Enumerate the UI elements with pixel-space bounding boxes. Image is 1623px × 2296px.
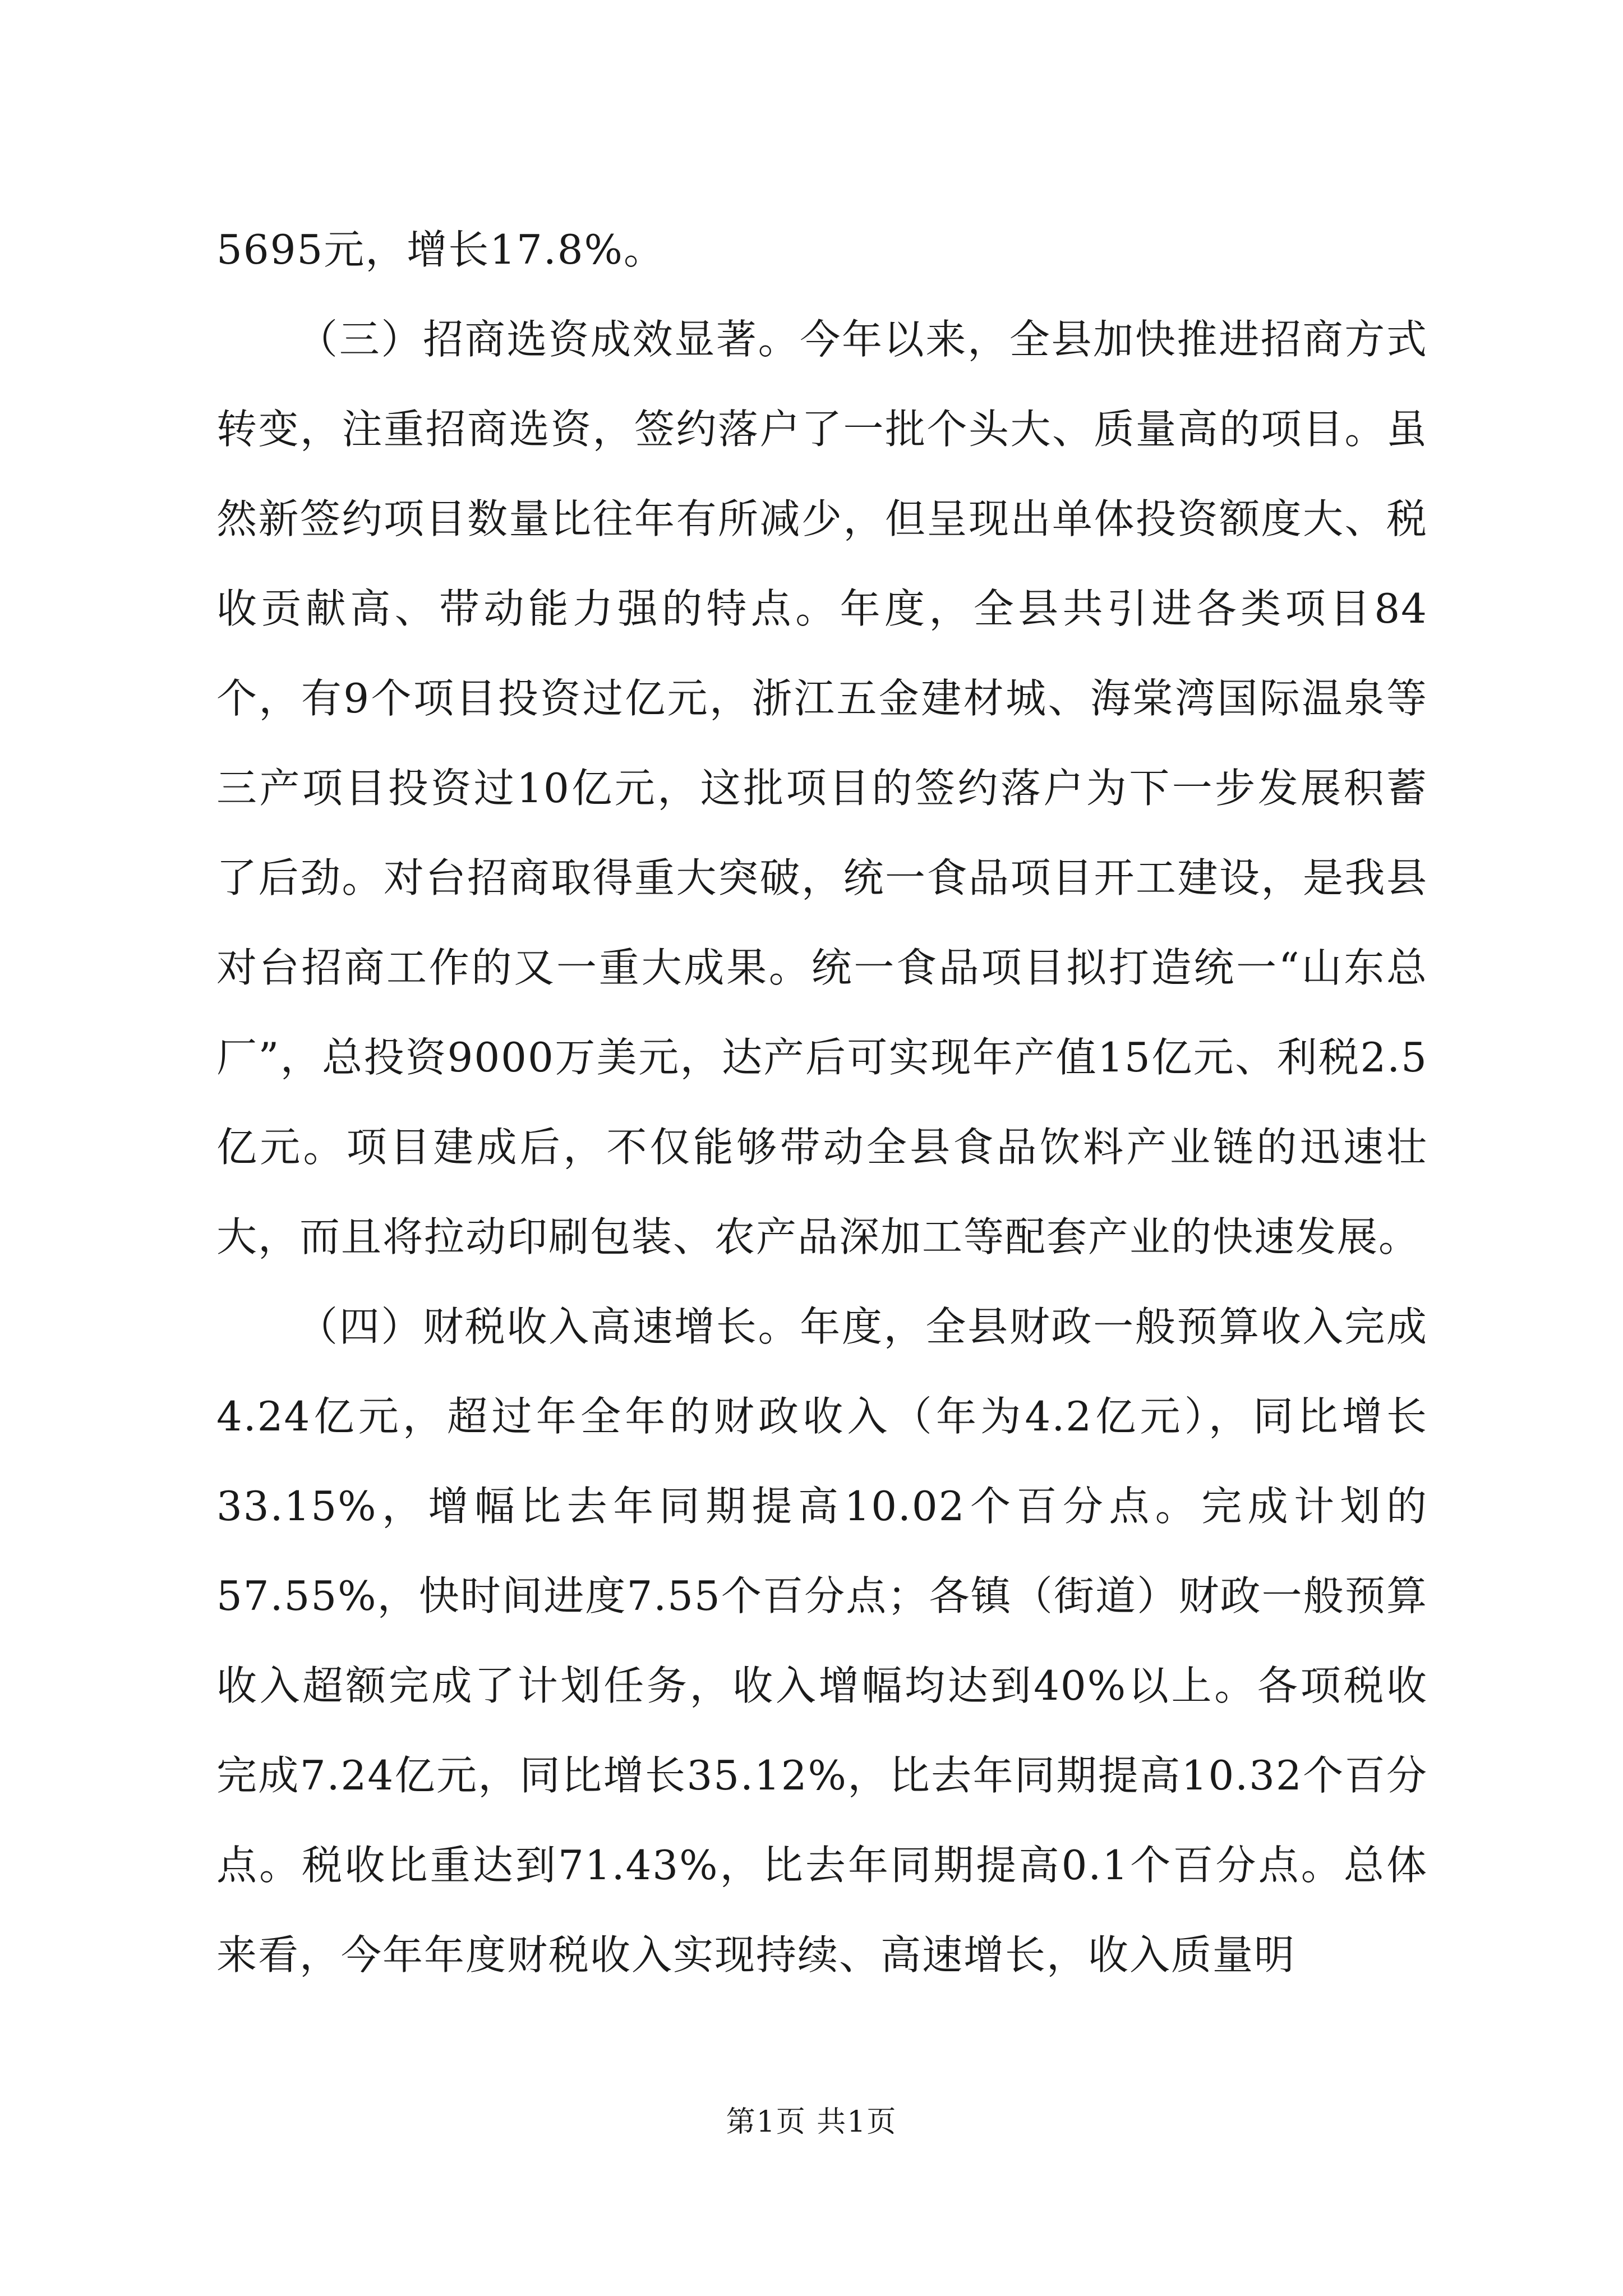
document-body: [216, 205, 1428, 2000]
page-footer: 第1页 共1页: [726, 2105, 897, 2139]
paragraph-fiscal-revenue: （四）财税收入高速增长。年度，全县财政一般预算收入完成4.24亿元，超过年全年的财政收入（年为4.2亿元），同比增长33.15%，增幅比去年同期提高10.02个百分点。完成计划的57.55%，快时间进度7.55个百分点；各镇（街道）财政一般预算收入超额完成了计划任务，收入增幅均达到40%以上。各项税收完成7.24亿元，同比增长35.12%，比去年同期提高10.32个百分点。税收比重达到71.43%，比去年同期提高0.1个百分点。总体来看，今年年度财税收入实现持续、高速增长，收入质量明: [216, 1303, 1428, 1978]
paragraph-investment: （三）招商选资成效显著。今年以来，全县加快推进招商方式转变，注重招商选资，签约落户了一批个头大、质量高的项目。虽然新签约项目数量比往年有所减少，但呈现出单体投资额度大、税收贡献高、带动能力强的特点。年度，全县共引进各类项目84个，有9个项目投资过亿元，浙江五金建材城、海棠湾国际温泉等三产项目投资过10亿元，这批项目的签约落户为下一步发展积蓄了后劲。对台招商取得重大突破，统一食品项目开工建设，是我县对台招商工作的又一重大成果。统一食品项目拟打造统一“山东总厂”，总投资9000万美元，达产后可实现年产值15亿元、利税2.5亿元。项目建成后，不仅能够带动全县食品饮料产业链的迅速壮大，而且将拉动印刷包装、农产品深加工等配套产业的快速发展。: [216, 316, 1428, 1260]
paragraph-continuation: 5695元，增长17.8%。: [216, 226, 665, 273]
